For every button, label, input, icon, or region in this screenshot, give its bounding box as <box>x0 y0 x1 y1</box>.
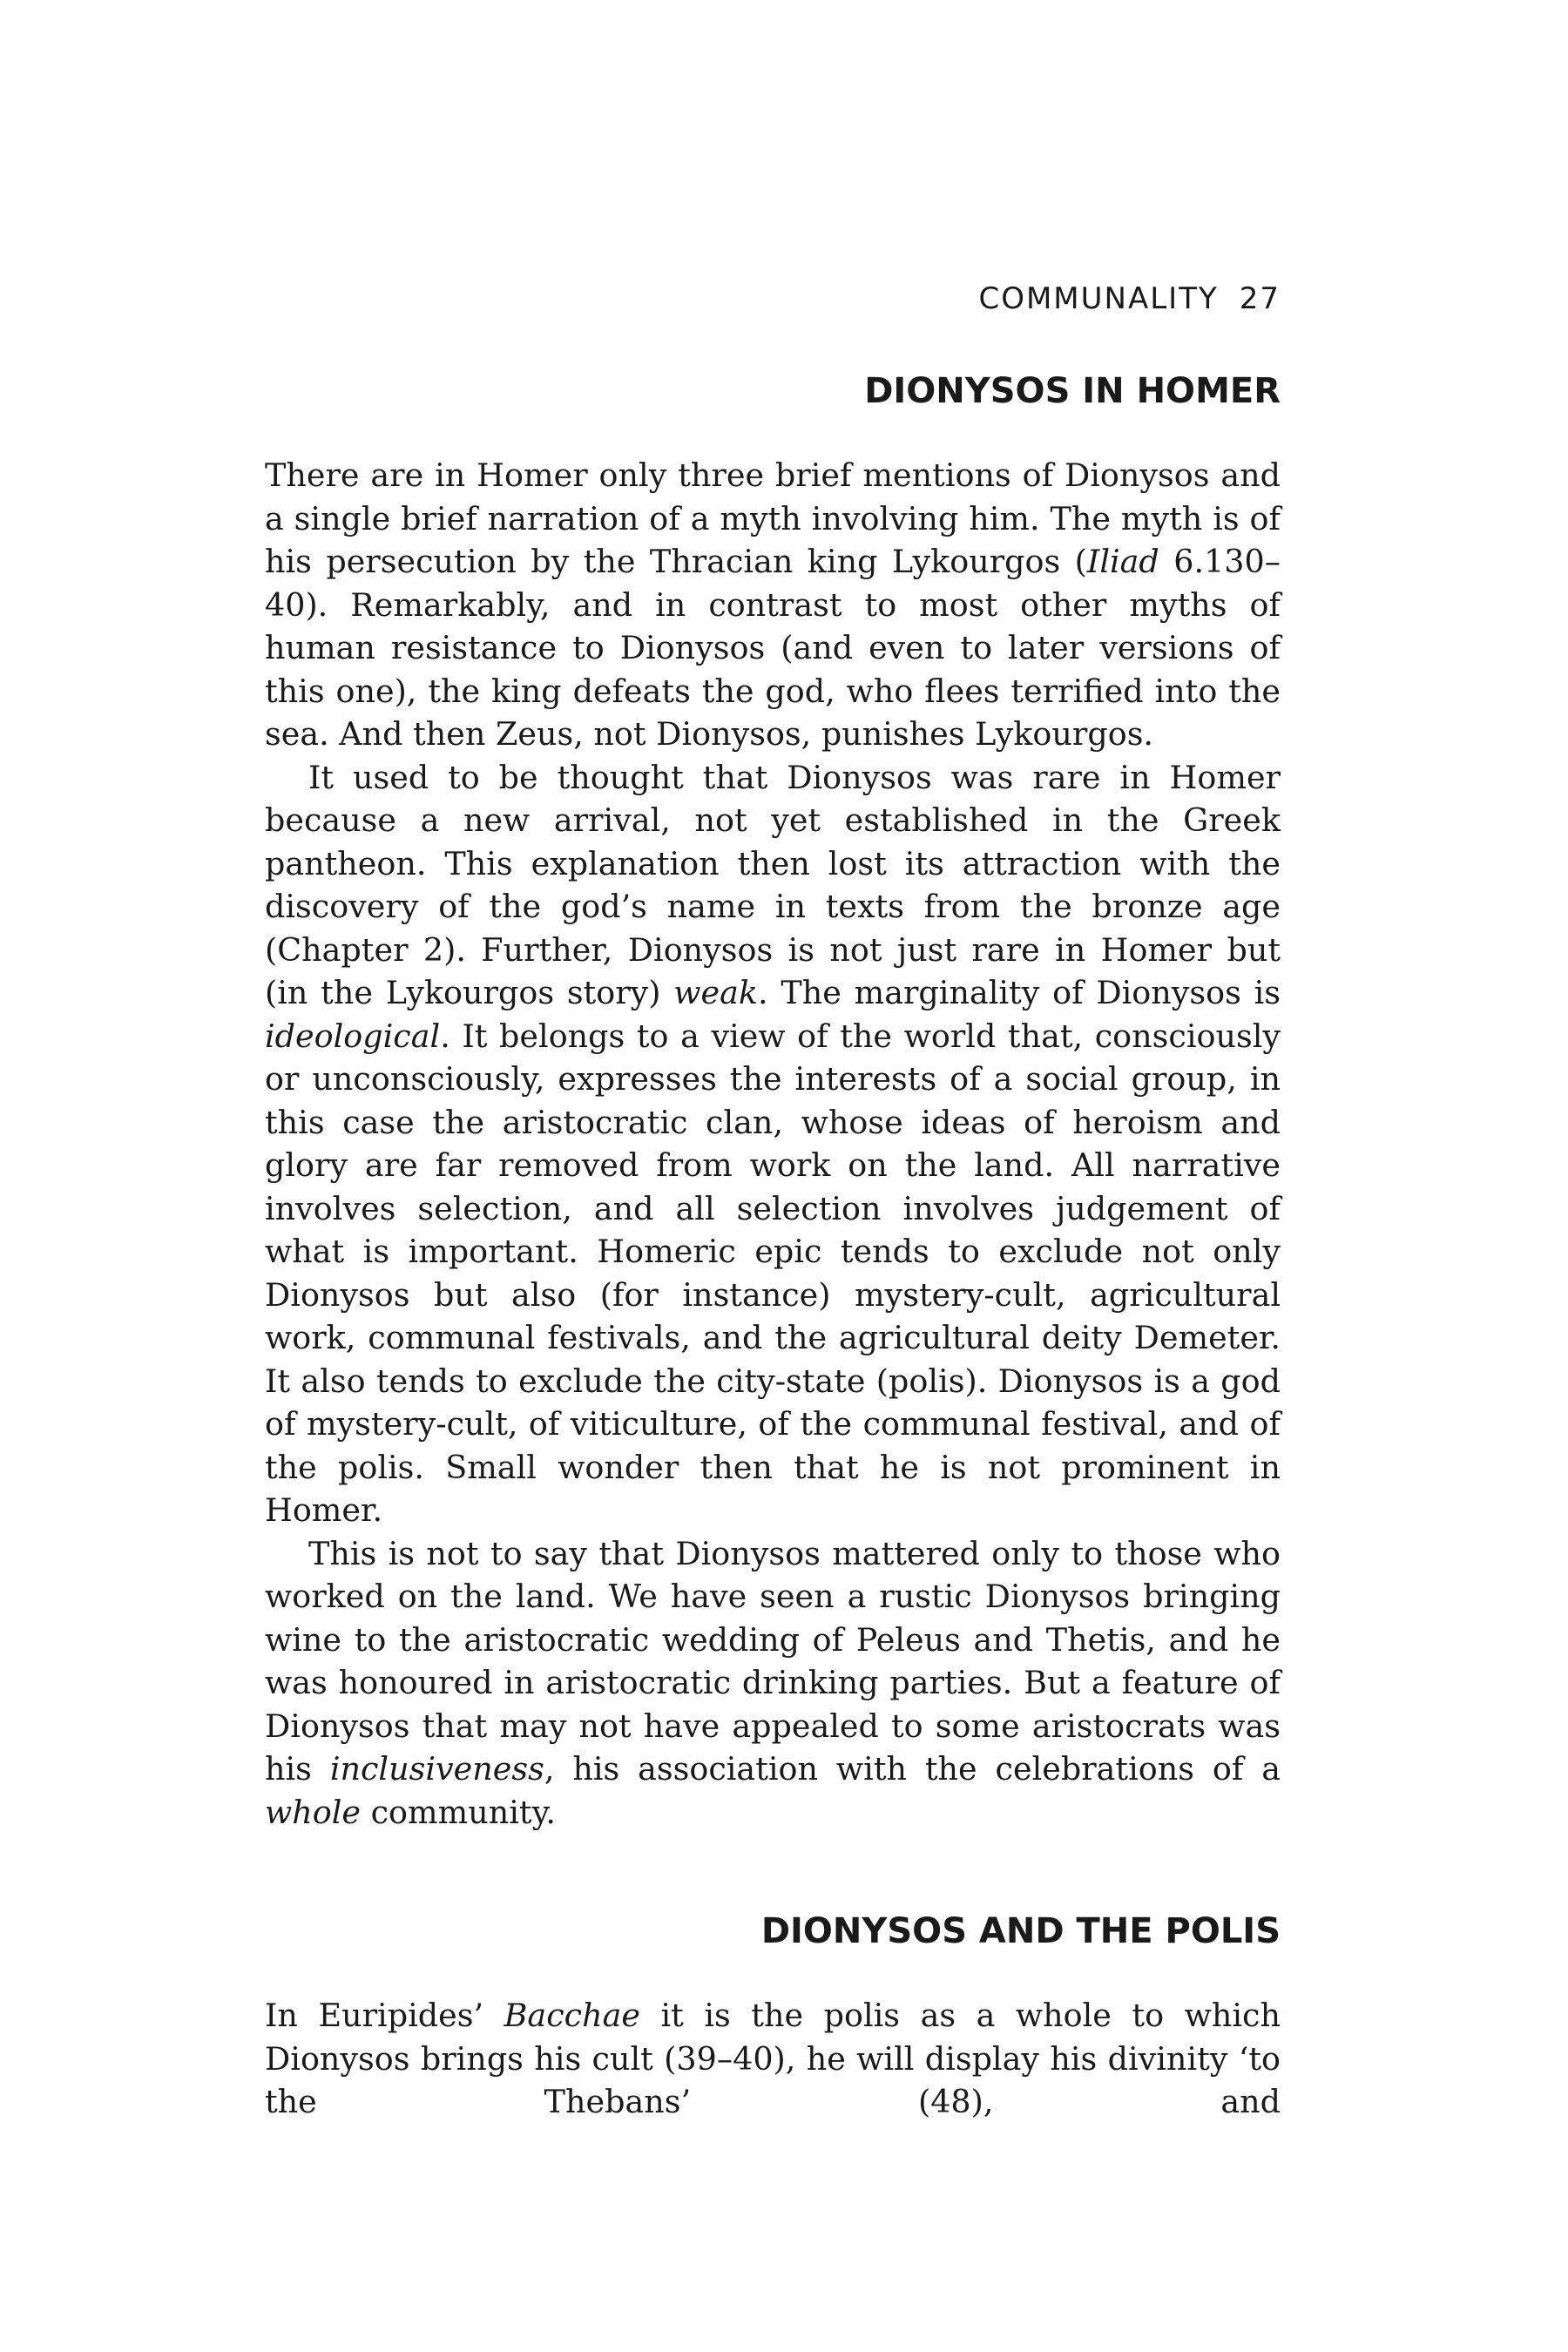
page-number: 27 <box>1239 281 1281 316</box>
italic-text: ideological <box>265 1017 441 1055</box>
text-run: community. <box>361 1793 556 1831</box>
paragraph-homer-mentions <box>265 454 1281 756</box>
section-heading-polis: DIONYSOS AND THE POLIS <box>760 1911 1281 1951</box>
italic-text: whole <box>265 1793 361 1831</box>
section-heading-homer: DIONYSOS IN HOMER <box>864 371 1281 411</box>
text-run: . The marginality of Dionysos is <box>758 974 1281 1011</box>
text-run: This is not to say that Dionysos mattered only to those who worked on the land. We have seen a rustic Dionysos bringing wine to the aristocratic wedding of Peleus and Thetis, and he was honoured in aristocratic drinking parties. But a feature of Dionysos that may not have appealed to some aristocrats was his <box>265 1534 1281 1788</box>
text-run: . It belongs to a view of the world that, consciously or unconsciously, expresses the interests of a social group, in this case the aristocratic clan, whose ideas of heroism and glory are far removed from work on the land. All narrative involves selection, and all selection involves judgement of what is important. Homeric epic tends to exclude not only Dionysos but also (for instance) mystery-cult, agricultural work, communal festivals, and the agricultural deity Demeter. It also tends to exclude the city-state (polis). Dionysos is a god of mystery-cult, of viticulture, of the communal festival, and of the polis. Small wonder then that he is not prominent in Homer. <box>265 1017 1281 1529</box>
paragraph-rarity-of-dionysos <box>265 756 1281 1532</box>
text-run: it is the polis as a whole to which Dionysos brings his cult (39–40), he will display his divinity ‘to the Thebans’ (48), and <box>265 1997 1281 2120</box>
text-run: 6.130–40). Remarkably, and in contrast to most other myths of human resistance to Dionysos (and even to later versions of this one), the king defeats the god, who flees terrified into the sea. And then Zeus, not Dionysos, punishes Lykourgos. <box>265 543 1281 753</box>
running-head-title: COMMUNALITY <box>978 281 1219 316</box>
book-page <box>265 277 1281 2124</box>
text-run: In Euripides’ <box>265 1997 504 2034</box>
running-head <box>265 277 1281 321</box>
italic-text: Bacchae <box>504 1997 640 2034</box>
text-run: There are in Homer only three brief mentions of Dionysos and a single brief narration of a myth involving him. The myth is of his persecution by the Thracian king Lykourgos ( <box>265 456 1281 580</box>
paragraph-inclusiveness <box>265 1532 1281 1835</box>
italic-text: Iliad <box>1086 543 1159 580</box>
text-run: It used to be thought that Dionysos was rare in Homer because a new arrival, not yet established in the Greek pantheon. This explanation then lost its attraction with the discovery of the god’s name in texts from the bronze age (Chapter 2). Further, Dionysos is not just rare in Homer but (in the Lykourgos story) <box>265 758 1281 1011</box>
text-run: , his association with the celebrations of a <box>544 1750 1281 1788</box>
italic-text: weak <box>673 974 758 1011</box>
paragraph-bacchae <box>265 1994 1281 2124</box>
italic-text: inclusiveness <box>329 1750 544 1788</box>
